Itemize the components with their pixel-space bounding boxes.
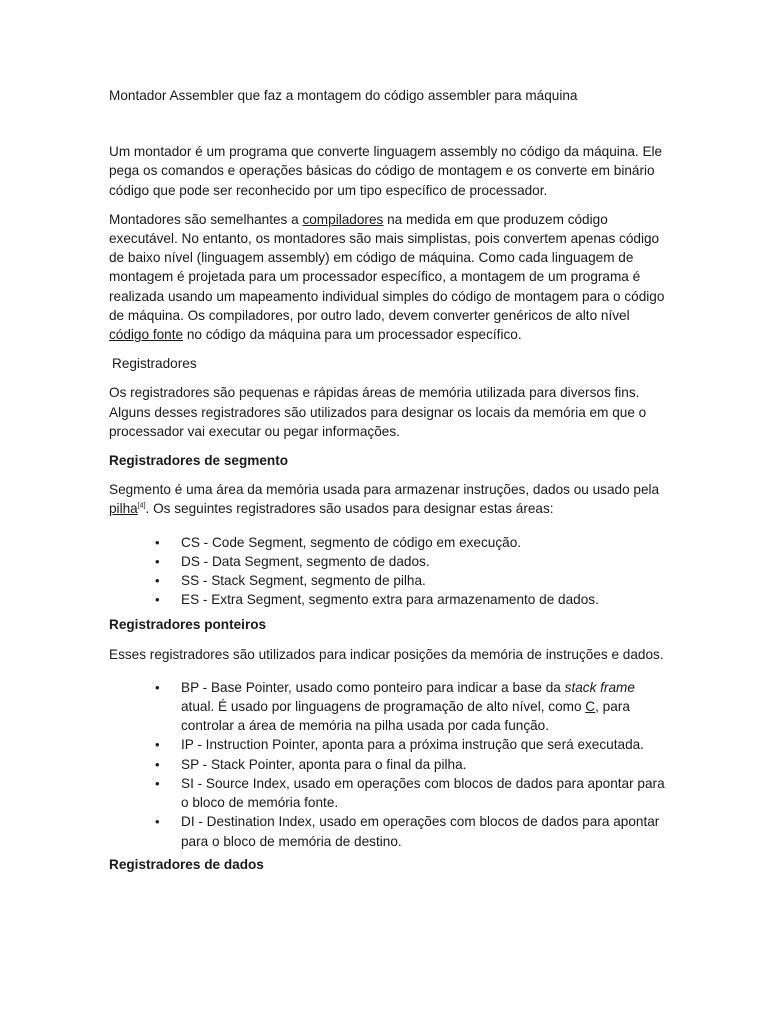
list-item bbox=[109, 774, 668, 812]
bullet-icon: • bbox=[155, 737, 160, 753]
link-c-language[interactable]: C bbox=[585, 699, 596, 715]
segment-register-list bbox=[109, 533, 668, 610]
bullet-icon: • bbox=[155, 592, 160, 608]
registradores-paragraph: Os registradores são pequenas e rápidas áreas de memória utilizada para diversos fins. Alguns desses registradores são utilizados para designar os locais da memória em que o processador vai executar ou pegar informações. bbox=[109, 385, 647, 439]
list-item bbox=[109, 812, 668, 850]
registradores-heading: Registradores bbox=[112, 356, 197, 372]
bullet-icon: • bbox=[155, 756, 160, 772]
list-item bbox=[109, 590, 668, 609]
document-title: Montador Assembler que faz a montagem do código assembler para máquina bbox=[109, 88, 578, 103]
ponteiros-heading: Registradores ponteiros bbox=[109, 617, 267, 633]
list-item bbox=[109, 755, 668, 774]
compare-paragraph bbox=[109, 210, 668, 344]
ponteiros-paragraph: Esses registradores são utilizados para indicar posições da memória de instruções e dados. bbox=[109, 646, 664, 662]
bullet-icon: • bbox=[155, 679, 160, 695]
list-item-text: SP - Stack Pointer, aponta para o final da pilha. bbox=[181, 756, 467, 772]
dados-heading: Registradores de dados bbox=[109, 856, 264, 872]
bp-text-1: BP - Base Pointer, usado como ponteiro para indicar a base da bbox=[181, 679, 565, 695]
segmento-heading: Registradores de segmento bbox=[109, 453, 289, 469]
bullet-icon: • bbox=[155, 553, 160, 569]
list-item bbox=[109, 735, 668, 754]
bullet-icon: • bbox=[155, 573, 160, 589]
list-item bbox=[109, 533, 668, 552]
bullet-icon: • bbox=[155, 534, 160, 550]
compare-text-2: na medida em que produzem código executável. No entanto, os montadores são mais simplistas, pois convertem apenas código de baixo nível (linguagem assembly) em código de máquina. Como cada linguagem de montagem é projetada para um processador específico, a montagem de um programa é realizada usando um mapeamento individual simples do código de montagem para o código de máquina. Os compiladores, por outro lado, devem converter genéricos de alto nível bbox=[109, 211, 665, 323]
list-item-text: CS - Code Segment, segmento de código em execução. bbox=[181, 534, 522, 550]
pointer-register-list bbox=[109, 678, 668, 851]
segmento-paragraph bbox=[109, 480, 668, 518]
segmento-text-1: Segmento é uma área da memória usada para armazenar instruções, dados ou usado pela bbox=[109, 482, 660, 498]
list-item-text: SI - Source Index, usado em operações com blocos de dados para apontar para o bloco de memória fonte. bbox=[181, 775, 665, 811]
bullet-icon: • bbox=[155, 775, 160, 791]
compare-text-1: Montadores são semelhantes a bbox=[109, 211, 303, 227]
link-pilha[interactable]: pilha bbox=[109, 501, 138, 517]
link-codigo-fonte[interactable]: código fonte bbox=[109, 327, 184, 343]
list-item bbox=[109, 571, 668, 590]
italic-stack-frame: stack frame bbox=[564, 679, 635, 695]
compare-text-3: no código da máquina para um processador específico. bbox=[183, 327, 522, 343]
bullet-icon: • bbox=[155, 814, 160, 830]
list-item-text: SS - Stack Segment, segmento de pilha. bbox=[181, 573, 426, 589]
bp-text-3: , para controlar a área de memória na pilha usada por cada função. bbox=[181, 699, 630, 734]
intro-paragraph: Um montador é um programa que converte linguagem assembly no código da máquina. Ele pega os comandos e operações básicas do código de montagem e os converte em binário código que pode ser reconhecido por um tipo específico de processador. bbox=[109, 144, 663, 198]
reference-4[interactable]: [4] bbox=[137, 502, 146, 510]
bp-text-2: atual. É usado por linguagens de programação de alto nível, como bbox=[181, 699, 586, 715]
list-item-text: IP - Instruction Pointer, aponta para a próxima instrução que será executada. bbox=[181, 737, 644, 753]
list-item-text: DS - Data Segment, segmento de dados. bbox=[181, 553, 430, 569]
list-item-text: ES - Extra Segment, segmento extra para armazenamento de dados. bbox=[181, 592, 599, 608]
list-item-text: DI - Destination Index, usado em operações com blocos de dados para apontar para o bloco de memória de destino. bbox=[181, 814, 660, 849]
link-compiladores[interactable]: compiladores bbox=[302, 211, 384, 227]
segmento-text-2: . Os seguintes registradores são usados para designar estas áreas: bbox=[145, 501, 554, 517]
list-item bbox=[109, 552, 668, 571]
list-item bbox=[109, 678, 668, 736]
